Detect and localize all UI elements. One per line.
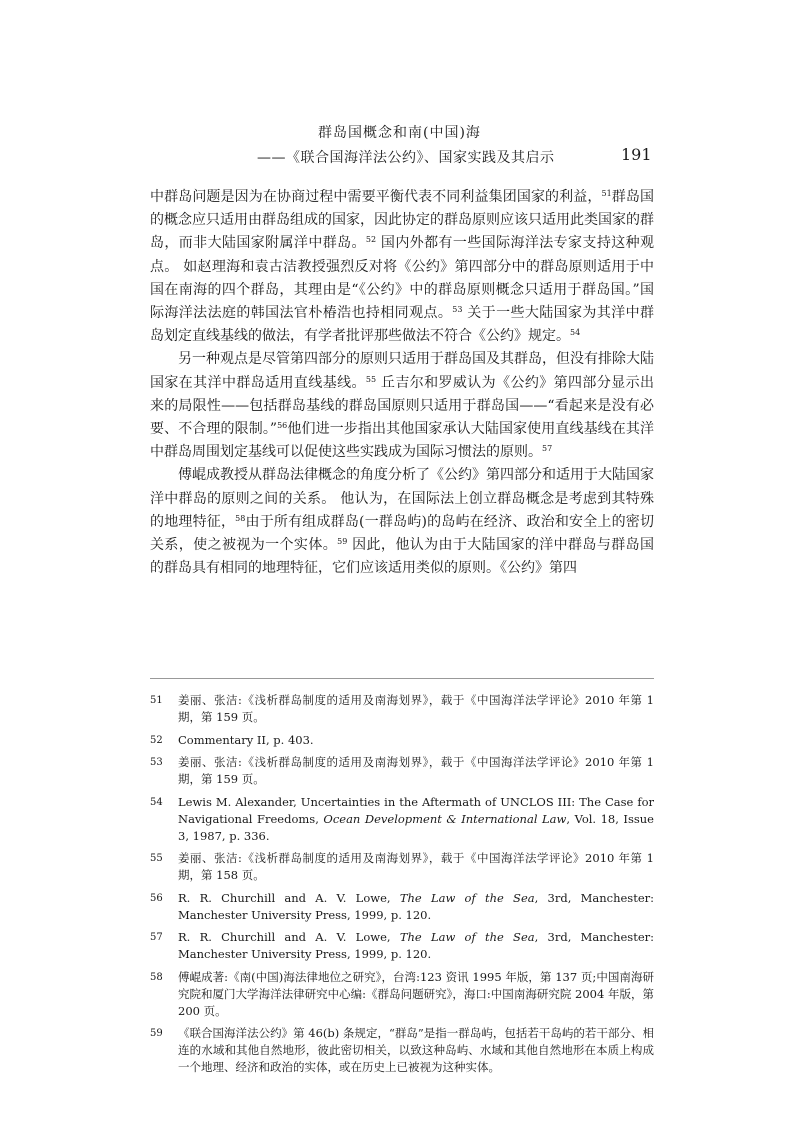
footnote-number: 51 bbox=[150, 695, 163, 706]
footnote-58 bbox=[150, 969, 654, 1020]
footnote-ref[interactable]: 51 bbox=[601, 189, 612, 198]
footnote-text: 姜丽、张洁:《浅析群岛制度的适用及南海划界》，载于《中国海洋法学评论》2010 年第 1 期，第 158 页。 bbox=[178, 851, 654, 882]
paragraph-3 bbox=[150, 464, 654, 580]
text-segment: 傅崐成教授从群岛法律概念的角度分析了《公约》第四部分和适用于大陆国家洋中群岛的原则之间的关系。 他认为，在国际法上创立群岛概念是考虑到其特殊的地理特征， bbox=[150, 467, 654, 530]
main-text bbox=[150, 186, 654, 580]
footnote-number: 54 bbox=[150, 796, 163, 808]
footnote-text: Commentary II, p. 403. bbox=[178, 732, 314, 747]
footnote-ref[interactable]: 52 bbox=[365, 235, 377, 245]
paragraph-1 bbox=[150, 186, 654, 348]
footnote-ref[interactable]: 58 bbox=[235, 513, 246, 523]
text-segment: 丘吉尔和罗威认为《公约》第四部分显示出来的局限性——包括群岛基线的群岛国原则只适用于群岛国——“看起来是没有必要、不合理的限制。” bbox=[150, 374, 655, 438]
footnote-53 bbox=[150, 754, 654, 788]
text-segment: 因此，他认为由于大陆国家的洋中群岛与群岛国的群岛具有相同的地理特征，它们应该适用类似的原则。《公约》第四 bbox=[150, 537, 654, 577]
footnote-text: 姜丽、张洁:《浅析群岛制度的适用及南海划界》，载于《中国海洋法学评论》2010 年第 1 期，第 159 页。 bbox=[178, 755, 654, 786]
footnote-51 bbox=[150, 692, 654, 726]
footnote-number: 55 bbox=[150, 853, 163, 864]
footnote-number: 59 bbox=[150, 1028, 163, 1039]
footnote-52 bbox=[150, 732, 654, 749]
footnote-text-tail: , 3rd, Manchester: Manchester University Press, 1999, p. 120. bbox=[178, 930, 654, 961]
footnote-ref[interactable]: 54 bbox=[570, 328, 581, 338]
footnote-ref[interactable]: 59 bbox=[337, 537, 348, 547]
footnote-57 bbox=[150, 929, 654, 963]
paragraph-2 bbox=[150, 348, 654, 464]
footnote-ref[interactable]: 57 bbox=[542, 444, 553, 454]
footnote-number: 53 bbox=[150, 757, 163, 768]
footnote-journal-title: Ocean Development & International Law bbox=[323, 811, 567, 826]
footnote-text: 傅崐成著:《南(中国)海法律地位之研究》，台湾:123 资讯 1995 年版，第 137 页;中国南海研究院和厦门大学海洋法律研究中心编:《群岛问题研究》，海口:中国南海研究院 2004 年版，第 200 页。 bbox=[178, 969, 654, 1018]
footnote-book-title: The Law of the Sea bbox=[399, 930, 535, 944]
footnote-text: 姜丽、张洁:《浅析群岛制度的适用及南海划界》，载于《中国海洋法学评论》2010 年第 1 期，第 159 页。 bbox=[178, 693, 654, 724]
footnote-ref[interactable]: 56 bbox=[277, 421, 288, 431]
page-number: 191 bbox=[621, 145, 652, 164]
footnote-55 bbox=[150, 850, 654, 884]
footnote-number: 52 bbox=[150, 734, 163, 746]
footnote-divider bbox=[150, 678, 654, 679]
text-segment: 他们进一步指出其他国家承认大陆国家使用直线基线在其洋中群岛周围划定基线可以促使这些实践成为国际习惯法的原则。 bbox=[150, 421, 654, 461]
footnote-number: 57 bbox=[150, 932, 163, 943]
footnotes bbox=[150, 692, 654, 1082]
text-segment: 国内外都有一些国际海洋法专家支持这种观点。 如赵理海和袁古洁教授强烈反对将《公约》第四部分中的群岛原则适用于中国在南海的四个群岛，其理由是“《公约》中的群岛原则概念只适用于群岛国。”国际海洋法法庭的韩国法官朴椿浩也持相同观点。 bbox=[150, 235, 655, 322]
text-segment: 另一种观点是尽管第四部分的原则只适用于群岛国及其群岛，但没有排除大陆国家在其洋中群岛适用直线基线。 bbox=[150, 351, 654, 391]
text-segment: 关于一些大陆国家为其洋中群岛划定直线基线的做法，有学者批评那些做法不符合《公约》规定。 bbox=[150, 305, 654, 345]
footnote-text-tail: , Vol. 18, Issue 3, 1987, p. 336. bbox=[178, 811, 654, 843]
footnote-text: R. R. Churchill and A. V. Lowe, bbox=[178, 890, 400, 905]
footnote-number: 56 bbox=[150, 892, 163, 904]
footnote-ref[interactable]: 53 bbox=[452, 305, 463, 315]
footnote-book-title: The Law of the Sea bbox=[399, 890, 535, 905]
footnote-number: 58 bbox=[150, 971, 163, 983]
footnote-text: 《联合国海洋法公约》第 46(b) 条规定，“群岛”是指一群岛屿，包括若干岛屿的若干部分、相连的水域和其他自然地形，彼此密切相关，以致这种岛屿、水域和其他自然地形在本质上构成一个地理、经济和政治的实体，或在历史上已被视为这种实体。 bbox=[178, 1026, 654, 1074]
footnote-ref[interactable]: 55 bbox=[365, 374, 377, 384]
text-segment: 由于所有组成群岛(一群岛屿)的岛屿在经济、政治和安全上的密切关系，使之被视为一个实体。 bbox=[150, 513, 654, 554]
footnote-54 bbox=[150, 794, 654, 845]
footnote-59 bbox=[150, 1025, 654, 1076]
footnote-56 bbox=[150, 890, 654, 924]
header-title: 群岛国概念和南(中国)海 bbox=[318, 125, 481, 141]
text-segment: 群岛国的概念应只适用由群岛组成的国家，因此协定的群岛原则应该只适用此类国家的群岛，而非大陆国家附属洋中群岛。 bbox=[150, 189, 654, 252]
text-segment: 中群岛问题是因为在协商过程中需要平衡代表不同利益集团国家的利益， bbox=[150, 189, 602, 205]
footnote-text: R. R. Churchill and A. V. Lowe, bbox=[178, 930, 400, 944]
header-subtitle: ——《联合国海洋法公约》、国家实践及其启示 bbox=[257, 150, 555, 166]
footnote-text-tail: , 3rd, Manchester: Manchester University Press, 1999, p. 120. bbox=[178, 890, 654, 922]
footnote-text: Lewis M. Alexander, Uncertainties in the Aftermath of UNCLOS III: The Case for Navigational Freedoms, bbox=[178, 794, 654, 826]
